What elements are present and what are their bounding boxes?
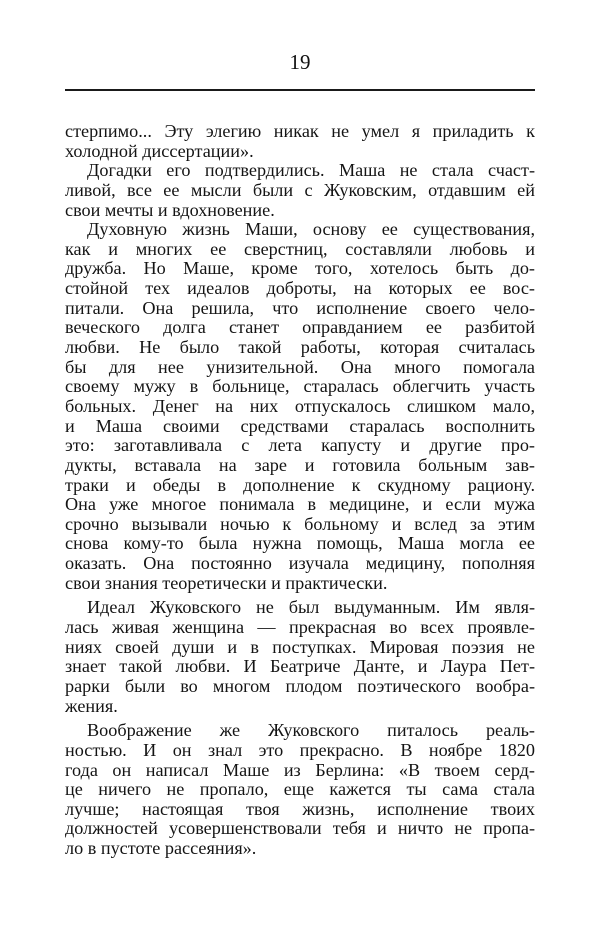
text-line: траки и обеды в дополнение к скудному рациону.: [65, 474, 535, 495]
text-line: це ничего не пропало, еще кажется ты сама стала: [65, 779, 535, 800]
text-line: оказать. Она постоянно изучала медицину, пополняя: [65, 553, 535, 574]
text-line: лучше; настоящая твоя жизнь, исполнение твоих: [65, 798, 535, 819]
paragraph: [65, 721, 535, 858]
text-line: лась живая женщина — прекрасная во всех проявле-: [65, 617, 535, 638]
body-text: [65, 122, 535, 859]
text-line: любви. Не было такой работы, которая считалась: [65, 337, 535, 358]
text-line: свои знания теоретически и практически.: [65, 572, 388, 593]
text-line: веческого долга станет оправданием ее разбитой: [65, 317, 535, 338]
text-line: стойной тех идеалов доброты, на которых ее вос-: [65, 278, 535, 299]
text-line: жения.: [65, 695, 118, 716]
text-line: снова кому-то была нужна помощь, Маша могла ее: [65, 533, 535, 554]
text-line: ливой, все ее мысли были с Жуковским, отдавшим ей: [65, 179, 535, 200]
paragraph: [65, 220, 535, 593]
text-line: питали. Она решила, что исполнение своего чело-: [65, 297, 535, 318]
text-line: Воображение же Жуковского питалось реаль-: [87, 720, 535, 741]
text-line: свои мечты и вдохновение.: [65, 199, 275, 220]
text-line: должностей усовершенствовали тебя и ничто не пропа-: [65, 818, 535, 839]
text-line: Духовную жизнь Маши, основу ее существования,: [87, 219, 535, 240]
text-line: ло в пустоте рассеяния».: [65, 838, 257, 859]
text-line: года он написал Маше из Берлина: «В твоем серд-: [65, 759, 535, 780]
paragraph: [65, 161, 535, 220]
page-number: 19: [289, 50, 311, 74]
text-line: ниях своей души и в поступках. Мировая поэзия не: [65, 636, 535, 657]
text-line: рарки были во многом плодом поэтического вообра-: [65, 675, 535, 696]
paragraph: [65, 122, 535, 161]
text-line: знает такой любви. И Беатриче Данте, и Лаура Пет-: [65, 656, 535, 677]
text-line: Она уже многое понимала в медицине, и если мужа: [65, 494, 535, 515]
text-line: больных. Денег на них отпускалось слишком мало,: [65, 395, 535, 416]
text-line: Догадки его подтвердились. Маша не стала счаст-: [87, 160, 535, 181]
text-line: ностью. И он знал это прекрасно. В ноябре 1820: [65, 739, 535, 760]
text-line: дружба. Но Маше, кроме того, хотелось быть до-: [65, 258, 535, 279]
text-line: это: заготавливала с лета капусту и другие про-: [65, 435, 535, 456]
text-line: бы для нее унизительной. Она много помогала: [65, 356, 535, 377]
text-line: своему мужу в больнице, старалась облегчить участь: [65, 376, 535, 397]
paragraph: [65, 598, 535, 716]
text-line: и Маша своими средствами старалась восполнить: [65, 415, 535, 436]
text-line: холодной диссертации».: [65, 140, 254, 161]
text-line: Идеал Жуковского не был выдуманным. Им явля-: [87, 597, 535, 618]
text-line: как и многих ее сверстниц, составляли любовь и: [65, 238, 535, 259]
text-line: срочно вызывали ночью к больному и вслед за этим: [65, 513, 535, 534]
header-rule: [65, 89, 535, 91]
text-line: дукты, вставала на заре и готовила больным зав-: [65, 454, 535, 475]
text-line: стерпимо... Эту элегию никак не умел я приладить к: [65, 121, 535, 141]
